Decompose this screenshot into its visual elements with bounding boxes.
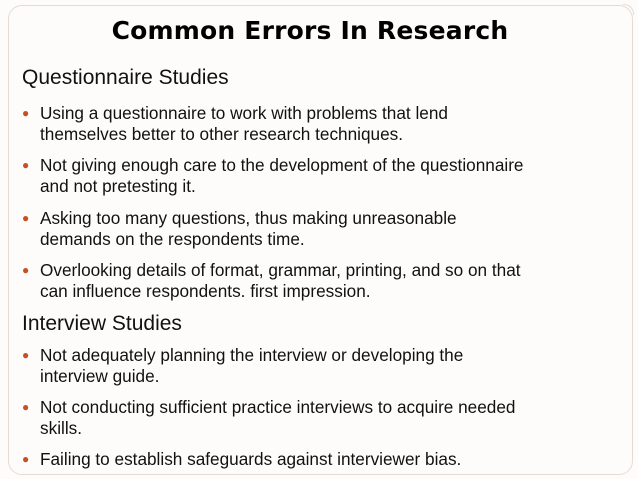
bullet-text: Using a questionnaire to work with problems that lend themselves better to other research techniques. [40,103,448,144]
bullet-text: Not conducting sufficient practice interviews to acquire needed skills. [40,397,516,438]
section-heading-interview: Interview Studies [22,312,182,335]
bullet-dot-icon: ● [22,348,30,362]
bullet-item [22,208,622,250]
bullet-dot-icon: ● [22,106,30,120]
bullet-dot-icon: ● [22,211,30,225]
bullet-item [22,397,622,439]
bullet-item [22,345,622,387]
bullet-text: Asking too many questions, thus making unreasonable demands on the respondents time. [40,208,457,249]
bullet-item [22,449,622,470]
bullet-text: Not giving enough care to the development of the questionnaire and not pretesting it. [40,155,524,196]
bullet-dot-icon: ● [22,263,30,277]
slide-title: Common Errors In Research [111,16,509,45]
bullet-text: Failing to establish safeguards against interviewer bias. [40,449,462,469]
bullet-dot-icon: ● [22,158,30,172]
bullet-dot-icon: ● [22,452,30,466]
bullet-item [22,260,622,302]
section-heading-questionnaire: Questionnaire Studies [22,66,229,89]
bullet-item [22,103,622,145]
bullet-text: Not adequately planning the interview or developing the interview guide. [40,345,464,386]
page-curl-decoration [623,4,634,15]
bullet-text: Overlooking details of format, grammar, printing, and so on that can influence respondents. first impression. [40,260,521,301]
bullet-item [22,155,622,197]
bullet-dot-icon: ● [22,400,30,414]
